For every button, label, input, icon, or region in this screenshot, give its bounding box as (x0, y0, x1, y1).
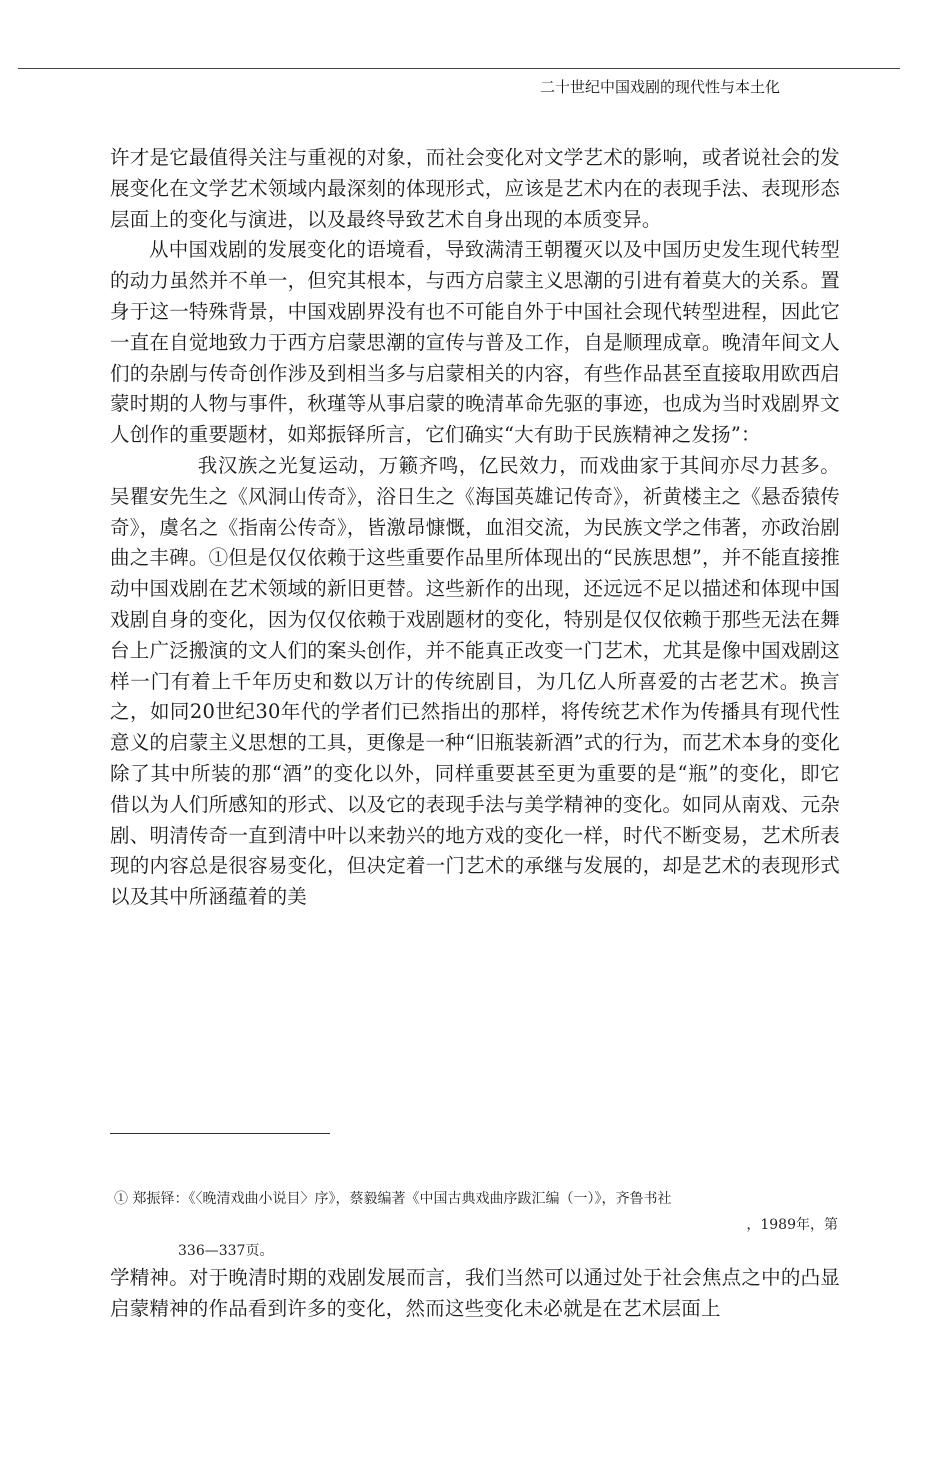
main-text (110, 143, 840, 913)
footnote-rule (110, 1133, 330, 1134)
paragraph-3 (110, 451, 840, 913)
footnote (114, 1186, 838, 1264)
continuation-text (110, 1263, 840, 1325)
footnote-line-3: 336—337页。 (178, 1243, 274, 1259)
paragraph-1: 许才是它最值得关注与重视的对象，而社会变化对文学艺术的影响，或者说社会的发展变化在文学艺术领域内最深刻的体现形式，应该是艺术内在的表现手法、表现形态层面上的变化与演进，以及最终导致艺术自身出现的本质变异。 (110, 146, 840, 231)
footnote-marker: ① (208, 546, 229, 570)
footnote-line-2: ，1989年，第 (746, 1217, 838, 1233)
paragraph-4: 学精神。对于晚清时期的戏剧发展而言，我们当然可以通过处于社会焦点之中的凸显启蒙精神的作品看到许多的变化，然而这些变化未必就是在艺术层面上 (110, 1266, 840, 1320)
header-rule (18, 68, 900, 69)
paragraph-2: 从中国戏剧的发展变化的语境看，导致满清王朝覆灭以及中国历史发生现代转型的动力虽然并不单一，但究其根本，与西方启蒙主义思潮的引进有着莫大的关系。置身于这一特殊背景，中国戏剧界没有也不可能自外于中国社会现代转型进程，因此它一直在自觉地致力于西方启蒙思潮的宣传与普及工作，自是顺理成章。晚清年间文人们的杂剧与传奇创作涉及到相当多与启蒙相关的内容，有些作品甚至直接取用欧西启蒙时期的人物与事件，秋瑾等从事启蒙的晚清革命先驱的事迹，也成为当时戏剧界文人创作的重要题材，如郑振铎所言，它们确实“大有助于民族精神之发扬”： (110, 238, 840, 447)
running-title: 二十世纪中国戏剧的现代性与本土化 (540, 78, 781, 96)
block-quote: 我汉族之光复运动，万籁齐鸣，亿民效力，而戏曲家于其间亦尽力甚多。吴瞿安先生之《风洞山传奇》，浴日生之《海国英雄记传奇》，祈黄楼主之《悬岙猿传奇》，虞名之《指南公传奇》，皆激昂慷慨，血泪交流，为民族文学之伟著，亦政治剧曲之丰碑。 (110, 453, 840, 570)
footnote-line-1: ① 郑振铎：《〈晚清戏曲小说目〉序》，蔡毅编著《中国古典戏曲序跋汇编（一）》，齐鲁书社 (114, 1191, 672, 1207)
paragraph-3-rest: 但是仅仅依赖于这些重要作品里所体现出的“民族思想”，并不能直接推动中国戏剧在艺术领域的新旧更替。这些新作的出现，还远远不足以描述和体现中国戏剧自身的变化，因为仅仅依赖于戏剧题材的变化，特别是仅仅依赖于那些无法在舞台上广泛搬演的文人们的案头创作，并不能真正改变一门艺术，尤其是像中国戏剧这样一门有着上千年历史和数以万计的传统剧目，为几亿人所喜爱的古老艺术。换言之，如同20世纪30年代的学者们已然指出的那样，将传统艺术作为传播具有现代性意义的启蒙主义思想的工具，更像是一种“旧瓶装新酒”式的行为，而艺术本身的变化除了其中所装的那“酒”的变化以外，同样重要甚至更为重要的是“瓶”的变化，即它借以为人们所感知的形式、以及它的表现手法与美学精神的变化。如同从南戏、元杂剧、明清传奇一直到清中叶以来勃兴的地方戏的变化一样，时代不断变易，艺术所表现的内容总是很容易变化，但决定着一门艺术的承继与发展的，却是艺术的表现形式以及其中所涵蕴着的美 (110, 546, 840, 909)
